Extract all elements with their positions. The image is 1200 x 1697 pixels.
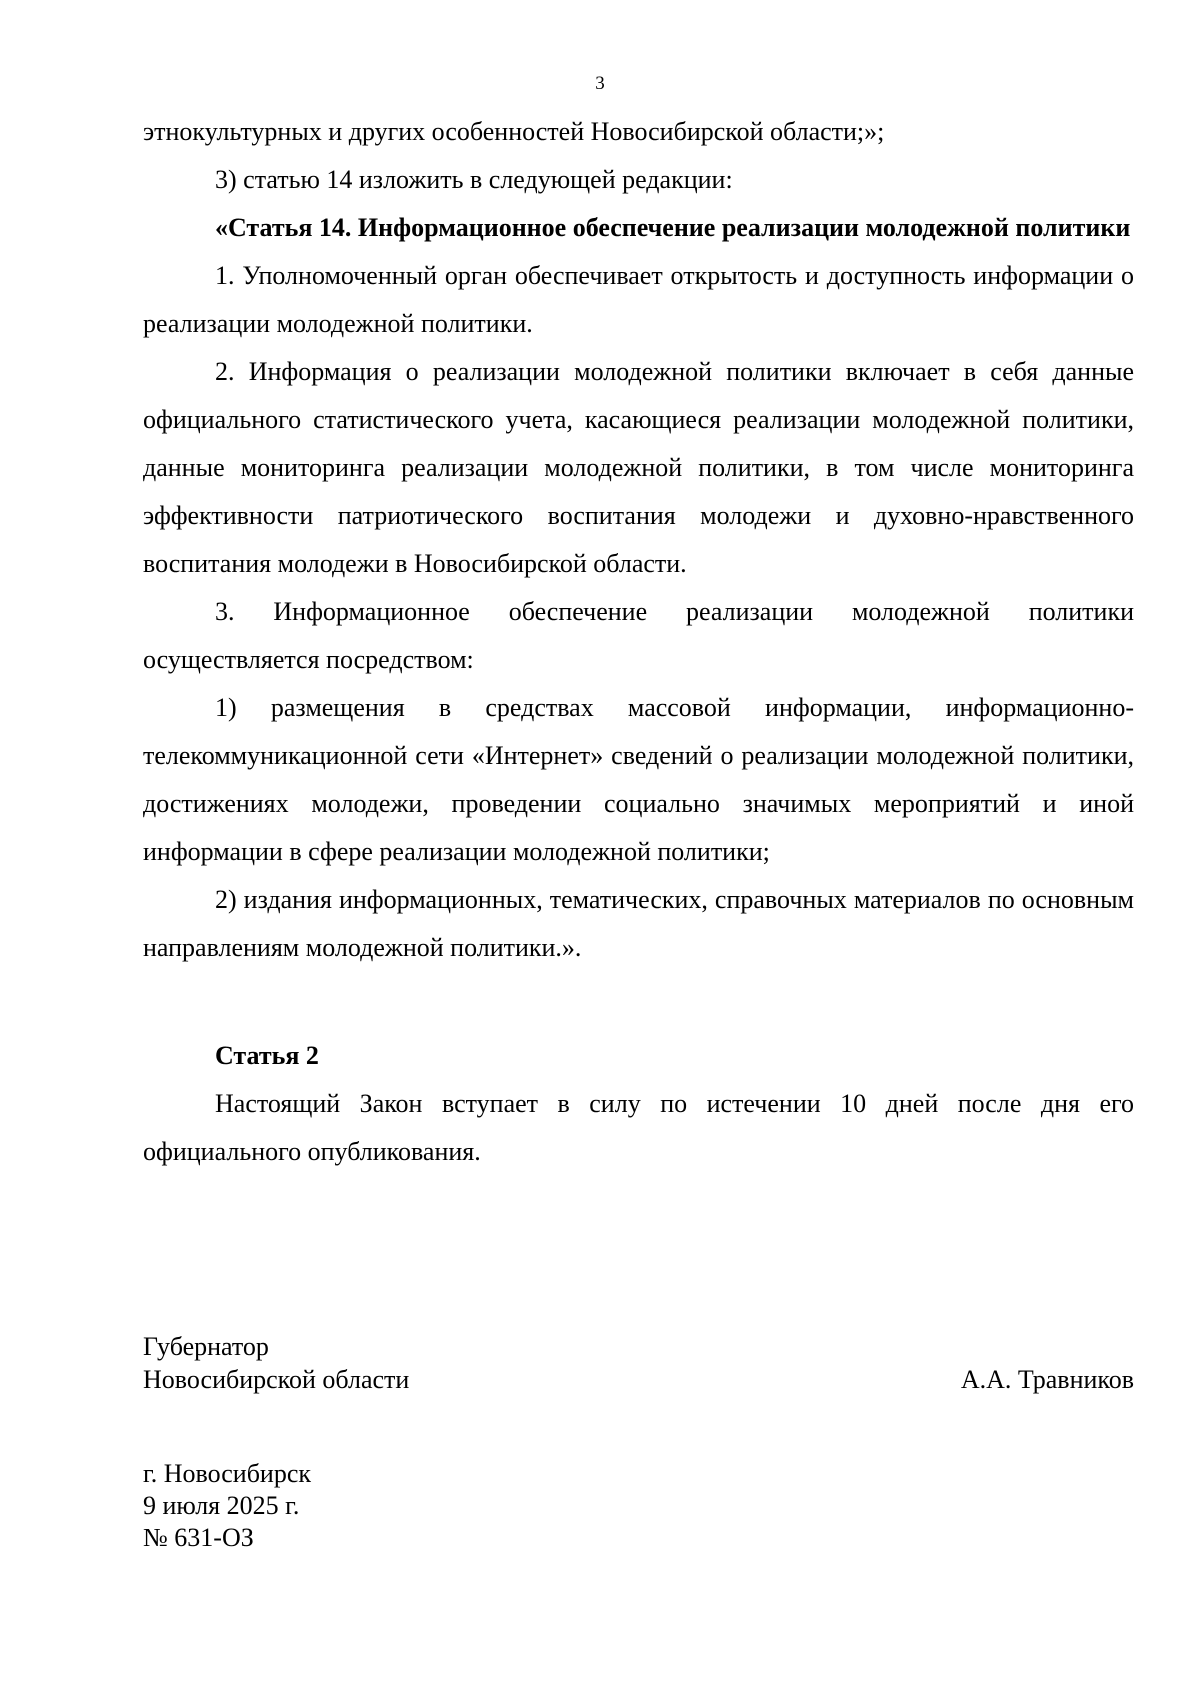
article-14-clause-3: 3. Информационное обеспечение реализации молодежной политики осуществляется посредством: [143, 597, 1134, 674]
paragraph-amendment-item-3: 3) статью 14 изложить в следующей редакции: [215, 165, 733, 194]
article-2-heading: Статья 2 [215, 1041, 319, 1070]
paragraph-continuation: этнокультурных и других особенностей Новосибирской области;»; [143, 117, 885, 146]
article-14-clause-2: 2. Информация о реализации молодежной политики включает в себя данные официального статистического учета, касающиеся реализации молодежной политики, данные мониторинга реализации молодежной политики, в том числе мониторинга эффективности патриотического воспитания молодежи и духовно-нравственного воспитания молодежи в Новосибирской области. [143, 357, 1134, 578]
article-14-clause-1: 1. Уполномоченный орган обеспечивает открытость и доступность информации о реализации молодежной политики. [143, 261, 1134, 338]
signature-block [143, 1330, 1134, 1396]
law-number: № 631-ОЗ [143, 1523, 254, 1552]
signatory-name: А.А. Травников [960, 1365, 1134, 1394]
signatory-title-line-1: Губернатор [143, 1332, 269, 1361]
place: г. Новосибирск [143, 1459, 312, 1488]
signatory-title-line-2: Новосибирской области [143, 1365, 410, 1394]
signatory-title [143, 1330, 409, 1396]
date: 9 июля 2025 г. [143, 1491, 300, 1520]
article-14-clause-3-item-2: 2) издания информационных, тематических, справочных материалов по основным направлениям молодежной политики.». [143, 885, 1134, 962]
article-14-clause-3-item-1: 1) размещения в средствах массовой информации, информационно-телекоммуникационной сети «Интернет» сведений о реализации молодежной политики, достижениях молодежи, проведении социально значимых мероприятий и иной информации в сфере реализации молодежной политики; [143, 693, 1134, 866]
page-number: 3 [595, 73, 605, 94]
article-14-heading: «Статья 14. Информационное обеспечение реализации молодежной политики [215, 213, 1131, 242]
article-2-text: Настоящий Закон вступает в силу по истечении 10 дней после дня его официального опубликования. [143, 1089, 1134, 1166]
place-date-block [143, 1458, 311, 1554]
document-body [143, 108, 1134, 1176]
